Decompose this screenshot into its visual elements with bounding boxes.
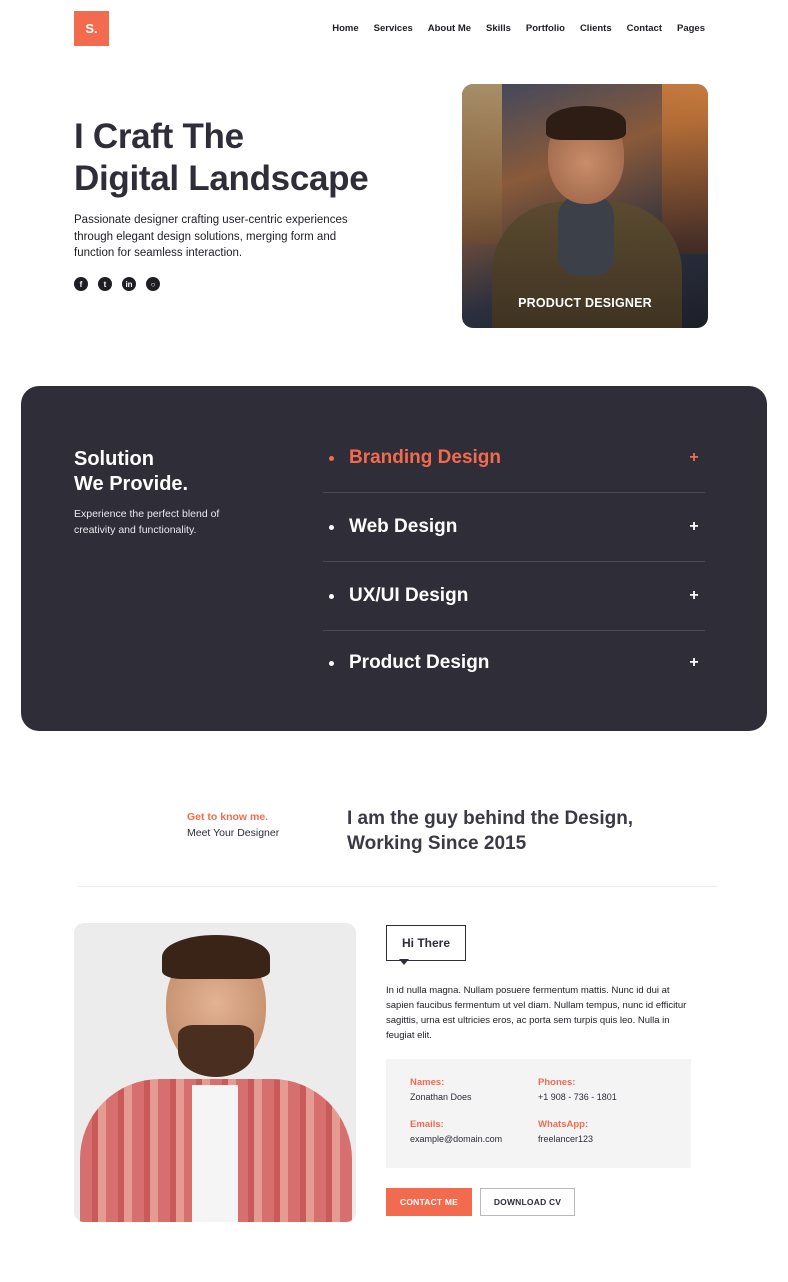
about-title: I am the guy behind the Design, Working Since 2015: [347, 808, 634, 854]
bullet-icon: [329, 661, 334, 666]
info-value: example@domain.com: [410, 1134, 503, 1144]
designer-photo: [74, 923, 356, 1222]
bullet-icon: [329, 456, 334, 461]
accordion-label: [329, 447, 501, 469]
divider: [78, 886, 718, 887]
accordion-label-text: UX/UI Design: [349, 585, 469, 606]
accordion-label: [329, 516, 457, 538]
plus-icon[interactable]: +: [689, 587, 699, 604]
greeting-bubble: Hi There: [386, 925, 466, 961]
hero-description: Passionate designer crafting user-centric experiences through elegant design solutions, merging form and function for seamless interaction.: [74, 214, 348, 259]
contact-me-button[interactable]: CONTACT ME: [386, 1188, 472, 1216]
photo-bg-light: [662, 84, 708, 254]
plus-icon[interactable]: +: [689, 449, 699, 466]
nav-pages[interactable]: Pages: [677, 23, 705, 34]
solutions-section: [21, 386, 767, 731]
solutions-title-line2: We Provide.: [74, 473, 189, 495]
info-names: [410, 1077, 472, 1102]
info-value: Zonathan Does: [410, 1092, 472, 1102]
accordion-label: [329, 652, 489, 674]
hero-title-line1: I Craft The: [74, 117, 244, 156]
accordion-label-text: Product Design: [349, 652, 490, 673]
facebook-icon[interactable]: f: [74, 277, 88, 291]
accordion-label-text: Branding Design: [349, 447, 502, 468]
about-text: In id nulla magna. Nullam posuere fermentum mattis. Nunc id dui at sapien faucibus fermentum ut vel diam. Nullam tempus, nunc id efficitur sagittis, urna est ultricies eros, ac porta sem turpis quis leo. Nulla in feugiat elit.: [386, 985, 687, 1041]
plus-icon[interactable]: +: [689, 654, 699, 671]
solutions-accordion: [323, 424, 705, 695]
photo-person-tee: [192, 1085, 238, 1222]
accordion-item-ux-ui-design[interactable]: [323, 562, 705, 631]
twitter-icon[interactable]: t: [98, 277, 112, 291]
photo-person-hair: [546, 106, 626, 140]
nav-skills[interactable]: Skills: [486, 23, 511, 34]
bubble-tail-icon: [399, 959, 409, 965]
nav-contact[interactable]: Contact: [626, 23, 662, 34]
nav-portfolio[interactable]: Portfolio: [525, 23, 565, 34]
hero-title: [74, 116, 404, 200]
hero-photo-caption: PRODUCT DESIGNER: [518, 296, 652, 310]
bullet-icon: [329, 594, 334, 599]
contact-info-box: [386, 1059, 691, 1168]
hero-photo: [462, 84, 708, 328]
info-value: freelancer123: [538, 1134, 594, 1144]
main-nav: [332, 22, 705, 36]
social-links: [74, 277, 160, 291]
nav-services[interactable]: Services: [373, 23, 413, 34]
photo-person-beard: [178, 1025, 254, 1077]
bullet-icon: [329, 525, 334, 530]
dribbble-icon[interactable]: ○: [146, 277, 160, 291]
accordion-item-branding-design[interactable]: [323, 424, 705, 493]
info-label: WhatsApp:: [538, 1119, 589, 1130]
plus-icon[interactable]: +: [689, 518, 699, 535]
accordion-label-text: Web Design: [349, 516, 458, 537]
info-emails: [410, 1119, 502, 1144]
download-cv-button[interactable]: DOWNLOAD CV: [480, 1188, 575, 1216]
nav-clients[interactable]: Clients: [579, 23, 612, 34]
photo-person-hair: [162, 935, 270, 979]
photo-bg-light: [462, 84, 502, 244]
info-phones: [538, 1077, 617, 1102]
solutions-title-line1: Solution: [74, 448, 154, 470]
logo[interactable]: S.: [74, 11, 109, 46]
accordion-item-product-design[interactable]: [323, 631, 705, 695]
about-subtitle: Meet Your Designer: [187, 827, 280, 839]
nav-about-me[interactable]: About Me: [427, 23, 472, 34]
photo-person-scarf: [558, 196, 614, 276]
solutions-description: Experience the perfect blend of creativity and functionality.: [74, 508, 220, 536]
solutions-title: [74, 447, 274, 497]
info-whatsapp: [538, 1119, 593, 1144]
info-value: +1 908 - 736 - 1801: [538, 1092, 617, 1102]
info-label: Phones:: [538, 1077, 576, 1088]
accordion-label: [329, 585, 468, 607]
hero-title-line2: Digital Landscape: [74, 159, 369, 198]
about-kicker: Get to know me.: [187, 811, 269, 823]
accordion-item-web-design[interactable]: [323, 493, 705, 562]
info-label: Emails:: [410, 1119, 444, 1130]
info-label: Names:: [410, 1077, 445, 1088]
linkedin-icon[interactable]: in: [122, 277, 136, 291]
nav-home[interactable]: Home: [332, 23, 359, 34]
